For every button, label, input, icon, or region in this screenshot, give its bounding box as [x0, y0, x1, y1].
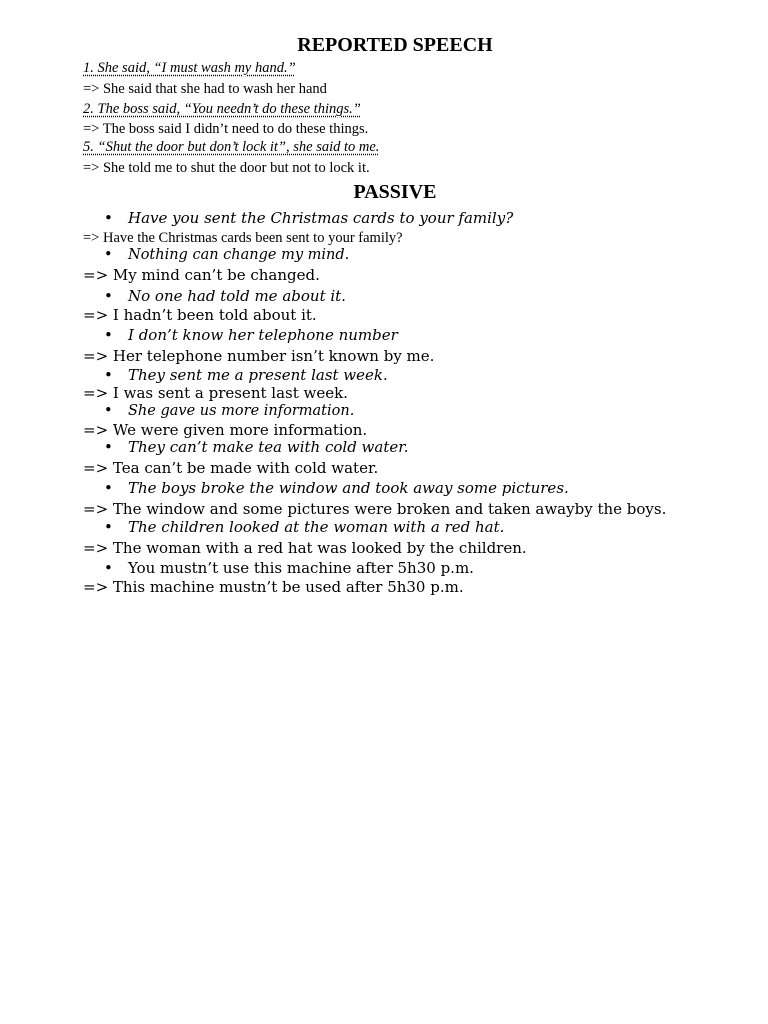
passive-question-3: No one had told me about it. [128, 287, 346, 305]
reported-answer-2: => The boss said I didn’t need to do these things. [83, 121, 369, 137]
passive-question-8: The boys broke the window and took away some pictures. [128, 479, 569, 497]
passive-answer-1: => Have the Christmas cards been sent to your family? [83, 230, 403, 246]
passive-answer-7: => Tea can’t be made with cold water. [83, 459, 379, 477]
bullet-icon: • [104, 247, 113, 263]
passive-question-4: I don’t know her telephone number [128, 326, 398, 344]
passive-question-10: You mustn’t use this machine after 5h30 p.m. [128, 559, 474, 577]
passive-answer-3: => I hadn’t been told about it. [83, 306, 317, 324]
bullet-icon: • [104, 209, 113, 227]
reported-question-3: 5. “Shut the door but don’t lock it”, she said to me. [83, 139, 380, 155]
bullet-icon: • [104, 287, 113, 305]
bullet-icon: • [104, 479, 113, 497]
passive-question-1: Have you sent the Christmas cards to your family? [128, 209, 514, 227]
section-title-passive: PASSIVE [353, 181, 437, 203]
bullet-icon: • [104, 326, 113, 344]
passive-answer-8: => The window and some pictures were broken and taken awayby the boys. [83, 500, 667, 518]
passive-answer-2: => My mind can’t be changed. [83, 266, 320, 284]
passive-question-7: They can’t make tea with cold water. [128, 438, 409, 456]
reported-answer-3: => She told me to shut the door but not to lock it. [83, 160, 370, 176]
bullet-icon: • [104, 559, 113, 577]
passive-answer-6: => We were given more information. [83, 421, 368, 439]
passive-answer-5: => I was sent a present last week. [83, 384, 348, 402]
passive-question-6: She gave us more information. [128, 403, 355, 419]
passive-question-9: The children looked at the woman with a red hat. [128, 518, 505, 536]
passive-answer-10: => This machine mustn’t be used after 5h30 p.m. [83, 578, 464, 596]
reported-question-1: 1. She said, “I must wash my hand.” [83, 60, 296, 76]
reported-question-2: 2. The boss said, “You needn’t do these things.” [83, 101, 361, 117]
section-title-reported-speech: REPORTED SPEECH [297, 34, 493, 56]
bullet-icon: • [104, 366, 113, 384]
bullet-icon: • [104, 403, 113, 419]
passive-answer-9: => The woman with a red hat was looked by the children. [83, 539, 527, 557]
bullet-icon: • [104, 438, 113, 456]
passive-question-5: They sent me a present last week. [128, 366, 388, 384]
reported-answer-1: => She said that she had to wash her hand [83, 81, 327, 97]
passive-answer-4: => Her telephone number isn’t known by me. [83, 347, 435, 365]
passive-question-2: Nothing can change my mind. [128, 247, 350, 263]
bullet-icon: • [104, 518, 113, 536]
